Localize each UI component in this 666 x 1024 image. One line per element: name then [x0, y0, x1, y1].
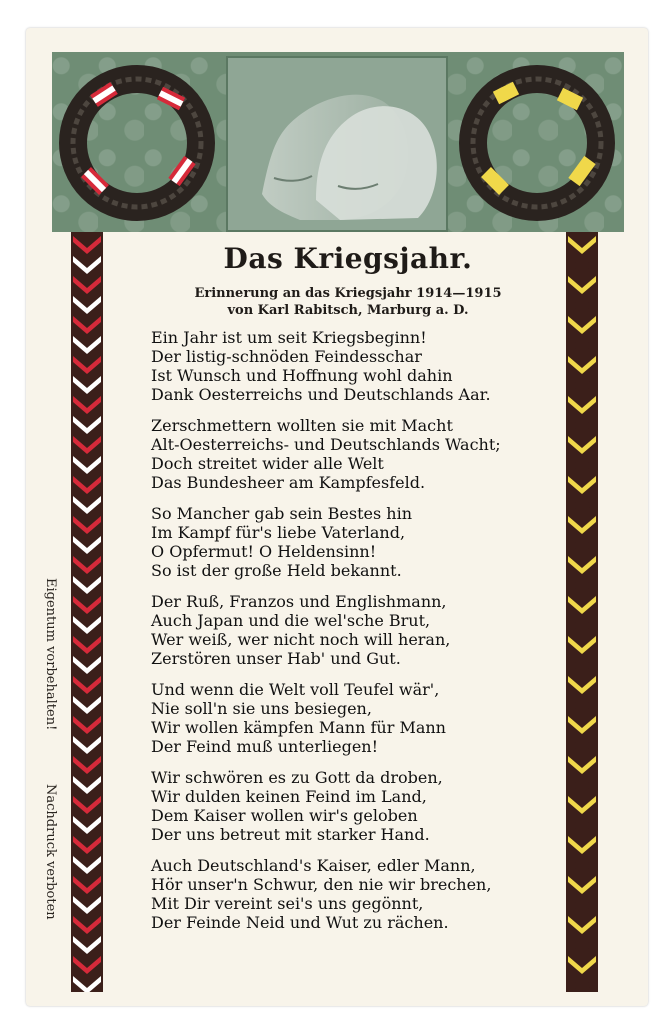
- poem-line: Wir schwören es zu Gott da droben,: [151, 768, 443, 787]
- right-wreath-icon: [452, 58, 622, 228]
- rights-reserved-text: Eigentum vorbehalten!: [43, 578, 58, 731]
- double-portrait-icon: [228, 58, 446, 230]
- stanza-2: [151, 416, 543, 492]
- reprint-forbidden-text: Nachdruck verboten: [43, 784, 58, 920]
- poem-line: Nie soll'n sie uns besiegen,: [151, 699, 372, 718]
- poem-line: Der listig-schnöden Feindesschar: [151, 347, 422, 366]
- poem-line: Im Kampf für's liebe Vaterland,: [151, 523, 406, 542]
- poem-line: Der Feinde Neid und Wut zu rächen.: [151, 913, 449, 932]
- poem-line: Mit Dir vereint sei's uns gegönnt,: [151, 894, 424, 913]
- subtitle-line-2: von Karl Rabitsch, Marburg a. D.: [227, 303, 469, 318]
- poem-line: So Mancher gab sein Bestes hin: [151, 504, 413, 523]
- left-wreath-icon: [52, 58, 222, 228]
- poem-line: O Opfermut! O Heldensinn!: [151, 542, 377, 561]
- stanza-7: [151, 856, 543, 932]
- stanza-6: [151, 768, 543, 844]
- stanza-3: [151, 504, 543, 580]
- poem-line: So ist der große Held bekannt.: [151, 561, 402, 580]
- poem-line: Das Bundesheer am Kampfesfeld.: [151, 473, 426, 492]
- poem-line: Der uns betreut mit starker Hand.: [151, 825, 430, 844]
- poem-line: Wer weiß, wer nicht noch will heran,: [151, 630, 451, 649]
- poem-line: Hör unser'n Schwur, den nie wir brechen,: [151, 875, 492, 894]
- poem-line: Ist Wunsch und Hoffnung wohl dahin: [151, 366, 453, 385]
- poem-title: Das Kriegsjahr.: [223, 242, 473, 275]
- poem-line: Dem Kaiser wollen wir's geloben: [151, 806, 418, 825]
- portrait-panel: [226, 56, 448, 232]
- left-red-chevron-column: [70, 232, 104, 992]
- stanza-1: [151, 328, 543, 404]
- poem-line: Zerstören unser Hab' und Gut.: [151, 649, 401, 668]
- subtitle-line-1: Erinnerung an das Kriegsjahr 1914—1915: [194, 286, 502, 301]
- poem-body: [151, 328, 543, 944]
- poem-line: Doch streitet wider alle Welt: [151, 454, 384, 473]
- stanza-5: [151, 680, 543, 756]
- left-margin-text: [31, 578, 59, 963]
- poem-line: Auch Japan und die wel'sche Brut,: [151, 611, 431, 630]
- poem-line: Dank Oesterreichs und Deutschlands Aar.: [151, 385, 491, 404]
- poem-line: Und wenn die Welt voll Teufel wär',: [151, 680, 440, 699]
- poem-line: Alt-Oesterreichs- und Deutschlands Wacht;: [151, 435, 501, 454]
- poem-line: Wir dulden keinen Feind im Land,: [151, 787, 427, 806]
- poem-line: Ein Jahr ist um seit Kriegsbeginn!: [151, 328, 427, 347]
- poem-line: Der Ruß, Franzos und Englishmann,: [151, 592, 447, 611]
- stanza-4: [151, 592, 543, 668]
- poem-line: Auch Deutschland's Kaiser, edler Mann,: [151, 856, 476, 875]
- poem-line: Wir wollen kämpfen Mann für Mann: [151, 718, 446, 737]
- poem-line: Zerschmettern wollten sie mit Macht: [151, 416, 453, 435]
- right-yellow-chevron-column: [565, 232, 599, 992]
- poem-line: Der Feind muß unterliegen!: [151, 737, 379, 756]
